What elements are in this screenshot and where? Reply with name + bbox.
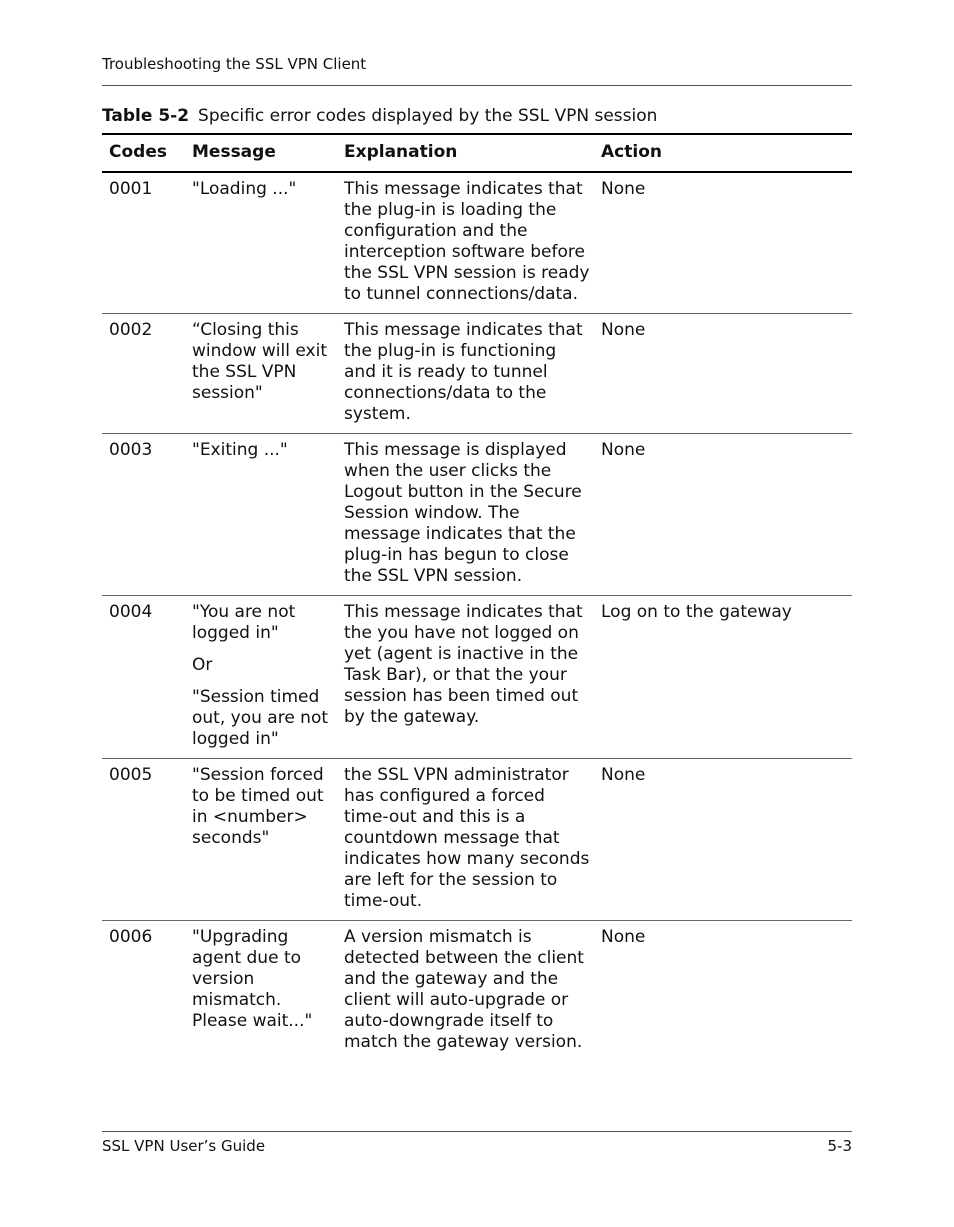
column-header-explanation: Explanation xyxy=(344,142,458,162)
table-caption xyxy=(102,106,657,126)
column-header-message: Message xyxy=(192,142,276,162)
table-row xyxy=(102,434,852,596)
code-cell: 0001 xyxy=(109,179,153,199)
message-cell xyxy=(185,172,337,314)
message-text: "You are not logged in" xyxy=(192,602,296,643)
message-text: "Loading ..." xyxy=(192,179,297,199)
explanation-cell: This message is displayed when the user clicks the Logout button in the Secure Session window. The message indicates that the plug-in has begun to close the SSL VPN session. xyxy=(344,440,582,586)
message-or-separator: Or xyxy=(192,655,213,675)
message-cell xyxy=(185,759,337,921)
action-cell: Log on to the gateway xyxy=(601,602,792,622)
message-text: "Upgrading agent due to version mismatch. Please wait..." xyxy=(192,927,313,1031)
table-caption-text: Specific error codes displayed by the SSL VPN session xyxy=(198,106,658,126)
action-cell: None xyxy=(601,320,646,340)
message-cell xyxy=(185,596,337,759)
page-number: 5-3 xyxy=(827,1137,852,1155)
action-cell: None xyxy=(601,765,646,785)
code-cell: 0004 xyxy=(109,602,153,622)
explanation-cell: This message indicates that the plug-in is loading the configuration and the interception software before the SSL VPN session is ready to tunnel connections/data. xyxy=(344,179,590,304)
message-text: "Exiting ..." xyxy=(192,440,288,460)
code-cell: 0005 xyxy=(109,765,153,785)
table-caption-label: Table 5-2 xyxy=(102,106,190,126)
explanation-cell: This message indicates that the you have not logged on yet (agent is inactive in the Task Bar), or that the your session has been timed out by the gateway. xyxy=(344,602,583,727)
table-row xyxy=(102,172,852,314)
header-rule xyxy=(102,85,852,86)
table-header-row xyxy=(102,134,852,172)
message-text: "Session forced to be timed out in <number> seconds" xyxy=(192,765,324,848)
code-cell: 0002 xyxy=(109,320,153,340)
running-header: Troubleshooting the SSL VPN Client xyxy=(102,55,367,73)
message-cell xyxy=(185,314,337,434)
footer-guide-title: SSL VPN User’s Guide xyxy=(102,1137,266,1155)
column-header-action: Action xyxy=(601,142,662,162)
action-cell: None xyxy=(601,440,646,460)
code-cell: 0003 xyxy=(109,440,153,460)
action-cell: None xyxy=(601,179,646,199)
table-row xyxy=(102,314,852,434)
explanation-cell: A version mismatch is detected between the client and the gateway and the client will auto-upgrade or auto-downgrade itself to match the gateway version. xyxy=(344,927,584,1052)
code-cell: 0006 xyxy=(109,927,153,947)
explanation-cell: the SSL VPN administrator has configured a forced time-out and this is a countdown message that indicates how many seconds are left for the session to time-out. xyxy=(344,765,590,911)
table-row xyxy=(102,596,852,759)
message-cell xyxy=(185,434,337,596)
table-row xyxy=(102,759,852,921)
table-row xyxy=(102,921,852,1062)
footer-rule xyxy=(102,1131,852,1132)
explanation-cell: This message indicates that the plug-in is functioning and it is ready to tunnel connections/data to the system. xyxy=(344,320,583,424)
message-text-alternate: "Session timed out, you are not logged in" xyxy=(192,687,329,749)
error-codes-table xyxy=(102,133,852,1061)
column-header-codes: Codes xyxy=(109,142,167,162)
message-cell xyxy=(185,921,337,1062)
action-cell: None xyxy=(601,927,646,947)
message-text: “Closing this window will exit the SSL VPN session" xyxy=(192,320,327,403)
